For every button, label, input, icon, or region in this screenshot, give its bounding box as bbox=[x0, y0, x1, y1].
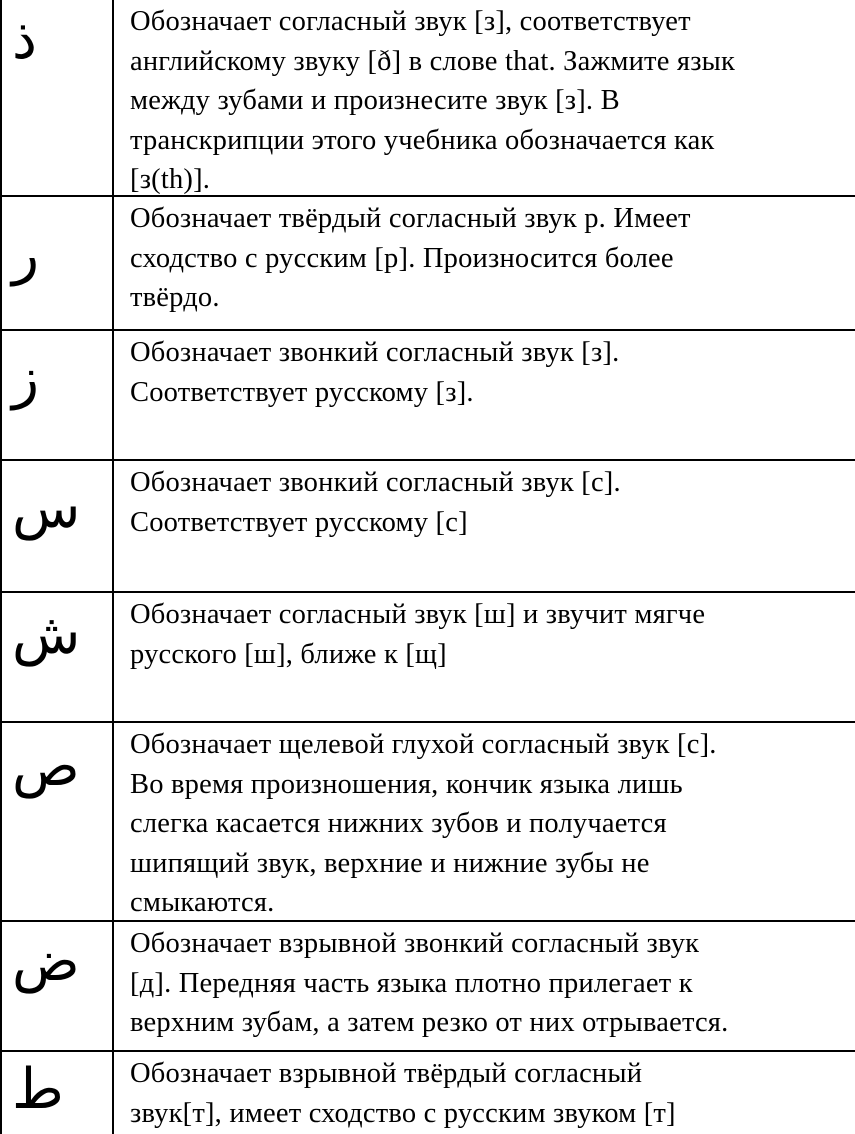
table-row bbox=[2, 197, 855, 331]
letter-description: Обозначает звонкий согласный звук [з]. Соответствует русскому [з]. bbox=[130, 337, 620, 408]
letter-description: Обозначает взрывной звонкий согласный звук [д]. Передняя часть языка плотно прилегает к верхним зубам, а затем резко от них отрывается. bbox=[130, 928, 729, 1038]
arabic-letter-cell bbox=[2, 1052, 114, 1134]
table-row bbox=[2, 723, 855, 922]
table-row bbox=[2, 331, 855, 461]
table-row bbox=[2, 922, 855, 1052]
arabic-letter-cell bbox=[2, 723, 114, 920]
arabic-letter-cell bbox=[2, 461, 114, 591]
arabic-letter-cell bbox=[2, 593, 114, 721]
arabic-letter-cell bbox=[2, 197, 114, 329]
arabic-letter: ص bbox=[12, 734, 80, 799]
arabic-letter: ض bbox=[12, 929, 80, 994]
table-row bbox=[2, 593, 855, 723]
arabic-letter-cell bbox=[2, 922, 114, 1050]
arabic-letter-cell bbox=[2, 331, 114, 459]
letter-description: Обозначает твёрдый согласный звук р. Имеет сходство с русским [р]. Произносится более твёрдо. bbox=[130, 203, 691, 313]
arabic-letter: ذ bbox=[12, 7, 37, 72]
arabic-letter: ط bbox=[12, 1057, 64, 1122]
table-row bbox=[2, 461, 855, 593]
arabic-letter: س bbox=[12, 476, 81, 541]
letter-description: Обозначает согласный звук [ш] и звучит мягче русского [ш], ближе к [щ] bbox=[130, 599, 706, 670]
letter-description: Обозначает звонкий согласный звук [с]. Соответствует русскому [с] bbox=[130, 467, 621, 538]
arabic-letter: ز bbox=[12, 346, 40, 411]
arabic-letter: ش bbox=[12, 602, 81, 667]
arabic-letter-cell bbox=[2, 0, 114, 195]
letter-description: Обозначает согласный звук [з], соответствует английскому звуку [ð] в слове that. Зажмите язык между зубами и произнесите звук [з]. В транскрипции этого учебника обозначается как [з(th)]. bbox=[130, 6, 736, 195]
arabic-letter: ر bbox=[12, 222, 40, 287]
table-row bbox=[2, 1052, 855, 1134]
letter-description: Обозначает щелевой глухой согласный звук [с]. Во время произношения, кончик языка лишь слегка касается нижних зубов и получается шипящий звук, верхние и нижние зубы не смыкаются. bbox=[130, 729, 717, 918]
table-row bbox=[2, 0, 855, 197]
letter-description: Обозначает взрывной твёрдый согласный звук[т], имеет сходство с русским звуком [т] bbox=[130, 1058, 676, 1129]
